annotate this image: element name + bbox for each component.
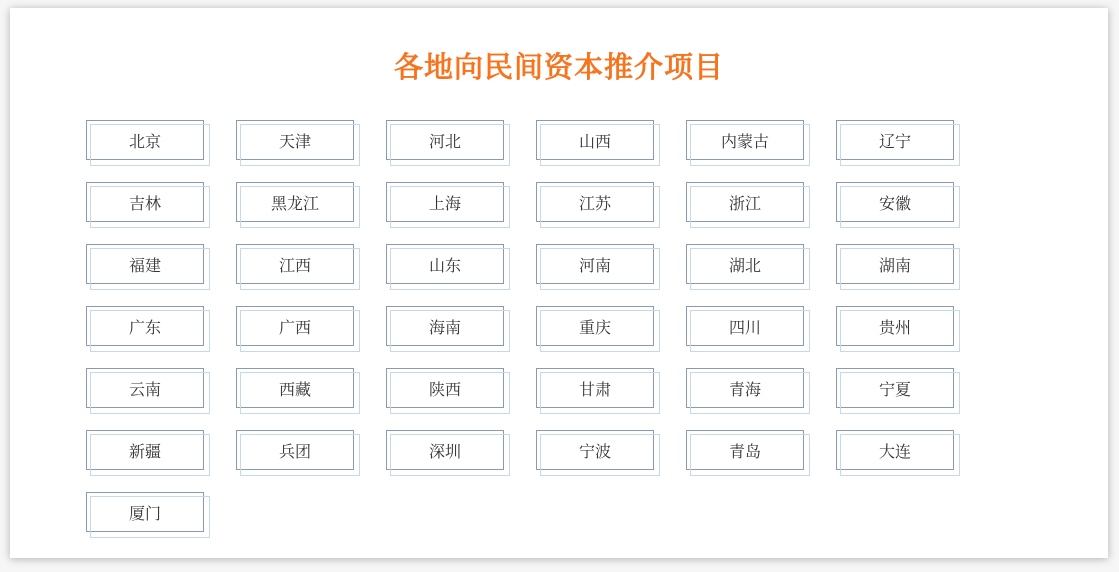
region-button[interactable]: 甘肃	[536, 368, 654, 408]
region-button[interactable]: 黑龙江	[236, 182, 354, 222]
region-button[interactable]: 厦门	[86, 492, 204, 532]
page-title: 各地向民间资本推介项目	[393, 52, 724, 84]
region-button[interactable]: 内蒙古	[686, 120, 804, 160]
page-card	[10, 8, 1108, 558]
region-button[interactable]: 贵州	[836, 306, 954, 346]
region-button[interactable]: 河南	[536, 244, 654, 284]
region-button[interactable]: 重庆	[536, 306, 654, 346]
region-button[interactable]: 四川	[686, 306, 804, 346]
region-button[interactable]: 青海	[686, 368, 804, 408]
region-button[interactable]: 深圳	[386, 430, 504, 470]
region-button[interactable]: 宁夏	[836, 368, 954, 408]
region-button[interactable]: 云南	[86, 368, 204, 408]
region-button[interactable]: 宁波	[536, 430, 654, 470]
region-button[interactable]: 广西	[236, 306, 354, 346]
region-button[interactable]: 江苏	[536, 182, 654, 222]
region-button[interactable]: 大连	[836, 430, 954, 470]
region-button[interactable]: 安徽	[836, 182, 954, 222]
region-button[interactable]: 青岛	[686, 430, 804, 470]
region-button[interactable]: 辽宁	[836, 120, 954, 160]
region-grid	[10, 120, 1108, 554]
region-button[interactable]: 天津	[236, 120, 354, 160]
region-button[interactable]: 广东	[86, 306, 204, 346]
region-button[interactable]: 湖南	[836, 244, 954, 284]
region-button[interactable]: 山东	[386, 244, 504, 284]
region-button[interactable]: 湖北	[686, 244, 804, 284]
region-button[interactable]: 吉林	[86, 182, 204, 222]
region-button[interactable]: 浙江	[686, 182, 804, 222]
region-button[interactable]: 山西	[536, 120, 654, 160]
region-button[interactable]: 海南	[386, 306, 504, 346]
region-button[interactable]: 兵团	[236, 430, 354, 470]
region-button[interactable]: 西藏	[236, 368, 354, 408]
region-button[interactable]: 河北	[386, 120, 504, 160]
region-button[interactable]: 北京	[86, 120, 204, 160]
region-button[interactable]: 上海	[386, 182, 504, 222]
region-button[interactable]: 福建	[86, 244, 204, 284]
region-button[interactable]: 江西	[236, 244, 354, 284]
region-button[interactable]: 新疆	[86, 430, 204, 470]
region-button[interactable]: 陕西	[386, 368, 504, 408]
